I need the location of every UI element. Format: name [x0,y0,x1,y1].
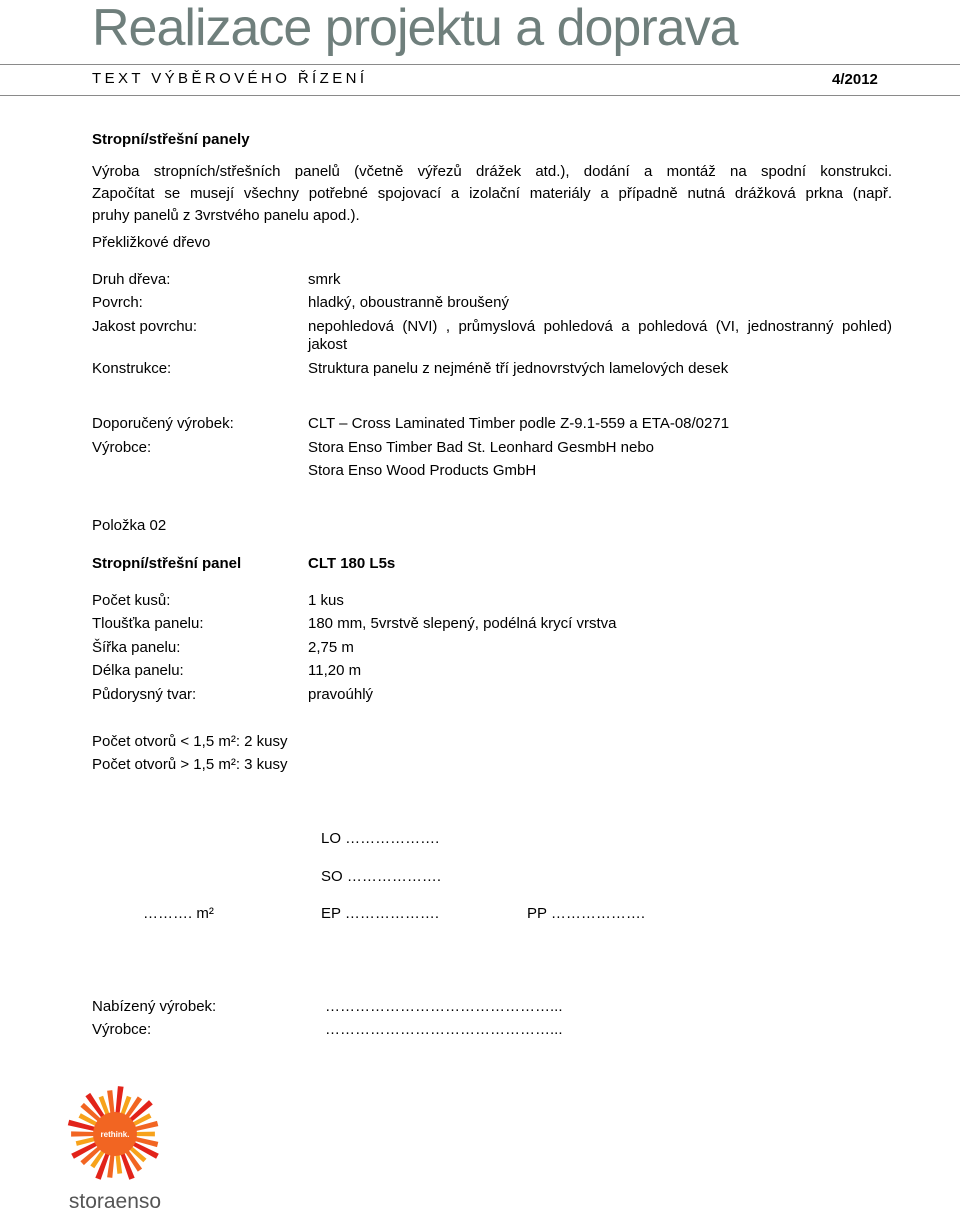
header-subtitle: TEXT VÝBĚROVÉHO ŘÍZENÍ [92,70,368,87]
offered-product-label: Nabízený výrobek: [92,998,217,1015]
item-row-label: Délka panelu: [92,662,184,679]
issue-number: 4/2012 [832,71,878,88]
item-row-label: Půdorysný tvar: [92,686,197,703]
spec-value: hladký, oboustranně broušený [308,294,509,311]
ep-field: EP ………………. [321,905,440,922]
item-row-label: Tloušťka panelu: [92,615,204,632]
section-heading: Stropní/střešní panely [92,131,250,148]
recommended-product-label: Doporučený výrobek: [92,415,234,432]
sunburst-icon [58,1082,176,1214]
pp-field: PP ………………. [527,905,646,922]
panel-label: Stropní/střešní panel [92,555,242,572]
area-field: ………. m² [143,905,214,922]
openings-small: Počet otvorů < 1,5 m²: 2 kusy [92,733,288,750]
storaenso-logo [58,1082,176,1214]
logo-ray [71,1131,95,1136]
offered-manufacturer-label: Výrobce: [92,1021,152,1038]
logo-ray [135,1132,155,1137]
spec-label: Konstrukce: [92,360,172,377]
panel-value: CLT 180 L5s [308,555,396,572]
item-row-value: pravoúhlý [308,686,374,703]
section-subheading: Překližkové dřevo [92,234,211,251]
recommended-product-value: CLT – Cross Laminated Timber podle Z-9.1-559 a ETA-08/0271 [308,415,730,432]
offered-manufacturer-value: ………………………………………... [325,1021,563,1038]
section-paragraph [92,161,892,227]
spec-value: Struktura panelu z nejméně tří jednovrstvých lamelových desek [308,360,729,377]
logo-brand: storaenso [68,1190,162,1213]
paragraph-line: Započítat se musejí všechny potřebné spojovací a izolační materiály a případně nutná drážková prkna (např. [92,185,892,202]
item-number: Položka 02 [92,517,167,534]
item-row-label: Šířka panelu: [92,639,181,656]
paragraph-line: Výroba stropních/střešních panelů (včetně výřezů drážek atd.), dodání a montáž na spodní konstrukci. [92,163,892,180]
manufacturer-value: Stora Enso Timber Bad St. Leonhard GesmbH nebo [308,439,655,456]
item-row-value: 1 kus [308,592,344,609]
logo-tagline: rethink. [100,1130,130,1139]
so-field: SO ………………. [321,868,442,885]
manufacturer-label: Výrobce: [92,439,152,456]
item-row-value: 180 mm, 5vrstvě slepený, podélná krycí vrstva [308,615,617,632]
spec-label: Jakost povrchu: [92,318,198,335]
openings-large: Počet otvorů > 1,5 m²: 3 kusy [92,756,288,773]
offered-product-value: ………………………………………... [325,998,563,1015]
spec-label: Druh dřeva: [92,271,171,288]
spec-label: Povrch: [92,294,143,311]
spec-value: smrk [308,271,341,288]
item-row-label: Počet kusů: [92,592,171,609]
lo-field: LO ………………. [321,830,440,847]
paragraph-line: pruhy panelů z 3vrstvého panelu apod.). [92,207,360,224]
item-row-value: 2,75 m [308,639,354,656]
item-row-value: 11,20 m [308,662,362,679]
logo-ray [115,1154,122,1174]
spec-value: nepohledová (NVI) , průmyslová pohledová a pohledová (VI, jednostranný pohled) jakost [308,318,892,353]
manufacturer-value: Stora Enso Wood Products GmbH [308,462,537,479]
page-title: Realizace projektu a doprava [92,0,738,57]
